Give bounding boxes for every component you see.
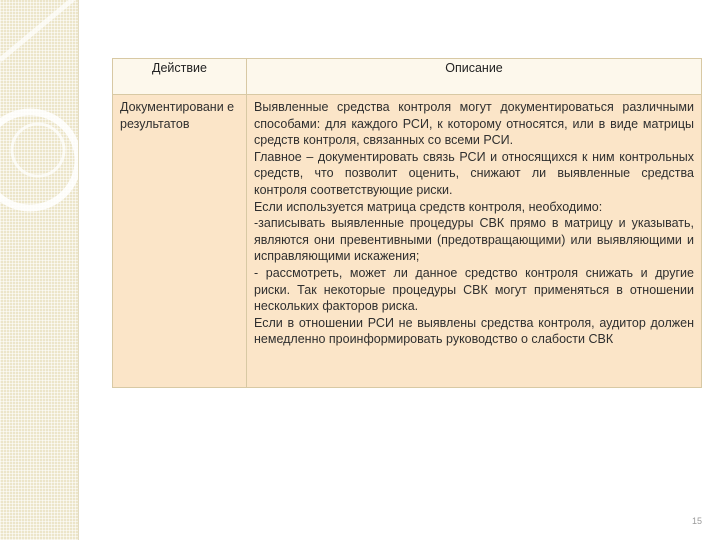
description-paragraph: Выявленные средства контроля могут документироваться различными способами: для каждого РСИ, к которому относятся, или в виде матрицы средств контроля, связанных со всеми РСИ. xyxy=(254,100,694,148)
description-paragraph: Если в отношении РСИ не выявлены средства контроля, аудитор должен немедленно проинформировать руководство о слабости СВК xyxy=(254,315,694,347)
description-paragraph: - рассмотреть, может ли данное средство контроля снижать и другие риски. Так некоторые процедуры СВК могут применяться в отношении нескольких факторов риска. xyxy=(254,265,694,314)
header-action: Действие xyxy=(113,59,247,95)
description-paragraph: Если используется матрица средств контроля, необходимо: xyxy=(254,199,603,214)
description-paragraph: -записывать выявленные процедуры СВК прямо в матрицу и указывать, являются они превентивными (предотвращающими) или выявляющими и исправляющими искажения; xyxy=(254,216,694,264)
description-cell xyxy=(247,95,702,388)
strip-divider xyxy=(78,0,79,540)
description-paragraph: Главное – документировать связь РСИ и относящихся к ним контрольных средств, что позволит оценить, снижают ли выявленные средства контроля соответствующие риски. xyxy=(254,149,694,197)
page-number: 15 xyxy=(691,516,702,526)
action-cell: Документировани е результатов xyxy=(113,95,247,388)
table-header-row xyxy=(113,59,702,95)
content-table xyxy=(112,58,702,388)
header-description: Описание xyxy=(247,59,702,95)
decorative-side-strip xyxy=(0,0,78,540)
table-row xyxy=(113,95,702,388)
